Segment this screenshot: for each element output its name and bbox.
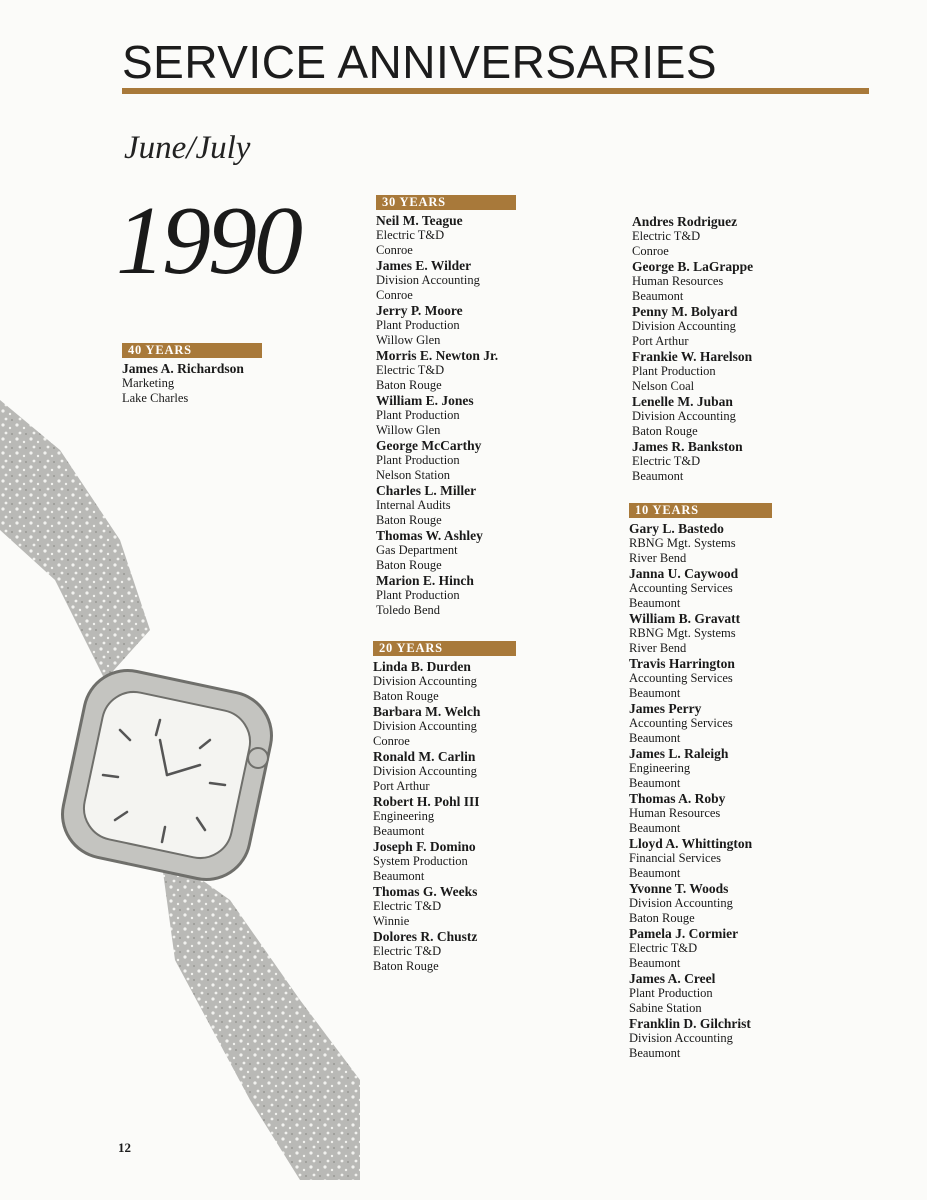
- employee-location: Winnie: [373, 914, 410, 928]
- employee-entry: [629, 746, 772, 791]
- employee-department: RBNG Mgt. Systems: [629, 626, 736, 640]
- employee-entry: [376, 393, 516, 438]
- employee-location: Nelson Station: [376, 468, 450, 482]
- employee-location: Beaumont: [373, 824, 425, 838]
- wristwatch-illustration: [0, 380, 360, 1180]
- employee-name: Charles L. Miller: [376, 483, 477, 498]
- employee-location: Baton Rouge: [373, 959, 439, 973]
- employee-name: Marion E. Hinch: [376, 573, 474, 588]
- employee-department: Accounting Services: [629, 581, 733, 595]
- group-header: 10 YEARS: [629, 503, 772, 518]
- employee-department: Plant Production: [376, 408, 460, 422]
- employee-department: Marketing: [122, 376, 175, 390]
- employee-location: Willow Glen: [376, 333, 441, 347]
- employee-department: Human Resources: [629, 806, 721, 820]
- employee-entry: [376, 303, 516, 348]
- issue-months: June/July: [124, 130, 251, 166]
- employee-location: Baton Rouge: [376, 513, 442, 527]
- employee-entry: [376, 348, 516, 393]
- employee-name: Travis Harrington: [629, 656, 735, 671]
- employee-name: Lloyd A. Whittington: [629, 836, 753, 851]
- employee-department: Plant Production: [376, 318, 460, 332]
- employee-entry: [629, 1016, 772, 1061]
- group-30-years: [376, 195, 516, 618]
- employee-entry: [632, 394, 772, 439]
- employee-name: Jerry P. Moore: [376, 303, 463, 318]
- employee-name: Janna U. Caywood: [629, 566, 739, 581]
- employee-name: Penny M. Bolyard: [632, 304, 738, 319]
- group-header: 20 YEARS: [373, 641, 516, 656]
- employee-location: Baton Rouge: [376, 378, 442, 392]
- employee-department: Division Accounting: [373, 674, 477, 688]
- employee-department: Accounting Services: [629, 716, 733, 730]
- employee-department: Engineering: [373, 809, 435, 823]
- employee-department: Financial Services: [629, 851, 721, 865]
- employee-entry: [632, 259, 772, 304]
- employee-department: Division Accounting: [632, 409, 736, 423]
- employee-department: Plant Production: [632, 364, 716, 378]
- employee-name: Thomas W. Ashley: [376, 528, 483, 543]
- employee-name: Ronald M. Carlin: [373, 749, 476, 764]
- group-header: 30 YEARS: [376, 195, 516, 210]
- group-40-years: [122, 343, 262, 406]
- employee-department: Division Accounting: [373, 764, 477, 778]
- employee-entry: [373, 659, 516, 704]
- employee-entry: [629, 656, 772, 701]
- employee-entry: [376, 483, 516, 528]
- employee-location: River Bend: [629, 641, 687, 655]
- employee-name: Yvonne T. Woods: [629, 881, 729, 896]
- employee-department: Electric T&D: [376, 228, 445, 242]
- employee-location: Conroe: [376, 243, 413, 257]
- employee-entry: [373, 929, 516, 974]
- employee-location: Conroe: [373, 734, 410, 748]
- employee-department: Division Accounting: [376, 273, 480, 287]
- employee-name: William E. Jones: [376, 393, 474, 408]
- group-20-years: [373, 641, 516, 974]
- employee-entry: [376, 528, 516, 573]
- employee-department: Electric T&D: [632, 229, 701, 243]
- employee-entry: [629, 701, 772, 746]
- employee-name: George B. LaGrappe: [632, 259, 754, 274]
- employee-name: Dolores R. Chustz: [373, 929, 478, 944]
- employee-location: Baton Rouge: [376, 558, 442, 572]
- employee-department: Division Accounting: [629, 1031, 733, 1045]
- employee-entry: [629, 521, 772, 566]
- group-10-years: [629, 503, 772, 1061]
- employee-department: System Production: [373, 854, 468, 868]
- employee-name: Pamela J. Cormier: [629, 926, 739, 941]
- employee-entry: [373, 794, 516, 839]
- employee-department: Plant Production: [629, 986, 713, 1000]
- employee-department: Electric T&D: [376, 363, 445, 377]
- employee-entry: [632, 214, 772, 259]
- employee-entry: [632, 304, 772, 349]
- employee-entry: [373, 749, 516, 794]
- employee-location: Baton Rouge: [632, 424, 698, 438]
- employee-entry: [629, 611, 772, 656]
- employee-location: Port Arthur: [373, 779, 430, 793]
- employee-location: Beaumont: [629, 776, 681, 790]
- employee-name: Franklin D. Gilchrist: [629, 1016, 751, 1031]
- employee-entry: [629, 881, 772, 926]
- employee-entry: [376, 573, 516, 618]
- employee-department: Electric T&D: [373, 899, 442, 913]
- group-30-years-continued: [632, 214, 772, 484]
- employee-entry: [629, 971, 772, 1016]
- employee-name: James L. Raleigh: [629, 746, 729, 761]
- employee-name: Robert H. Pohl III: [373, 794, 480, 809]
- employee-name: Morris E. Newton Jr.: [376, 348, 499, 363]
- employee-location: Beaumont: [373, 869, 425, 883]
- page-number: 12: [118, 1140, 131, 1155]
- employee-department: RBNG Mgt. Systems: [629, 536, 736, 550]
- employee-name: Thomas G. Weeks: [373, 884, 478, 899]
- employee-name: Frankie W. Harelson: [632, 349, 753, 364]
- employee-location: Lake Charles: [122, 391, 189, 405]
- employee-name: Linda B. Durden: [373, 659, 471, 674]
- employee-entry: [373, 704, 516, 749]
- employee-department: Engineering: [629, 761, 691, 775]
- employee-location: Port Arthur: [632, 334, 689, 348]
- group-header: 40 YEARS: [122, 343, 262, 358]
- employee-location: Sabine Station: [629, 1001, 702, 1015]
- employee-department: Gas Department: [376, 543, 458, 557]
- employee-entry: [376, 438, 516, 483]
- employee-name: Gary L. Bastedo: [629, 521, 724, 536]
- employee-entry: [629, 791, 772, 836]
- employee-entry: [122, 361, 262, 406]
- employee-department: Plant Production: [376, 453, 460, 467]
- employee-department: Accounting Services: [629, 671, 733, 685]
- employee-location: Baton Rouge: [373, 689, 439, 703]
- employee-department: Electric T&D: [373, 944, 442, 958]
- employee-name: James A. Creel: [629, 971, 716, 986]
- employee-name: Andres Rodriguez: [632, 214, 738, 229]
- employee-name: Lenelle M. Juban: [632, 394, 733, 409]
- employee-location: Beaumont: [629, 821, 681, 835]
- employee-location: Beaumont: [629, 866, 681, 880]
- employee-location: Beaumont: [629, 1046, 681, 1060]
- employee-location: Nelson Coal: [632, 379, 695, 393]
- employee-entry: [373, 839, 516, 884]
- title-rule: [122, 88, 869, 94]
- employee-location: Willow Glen: [376, 423, 441, 437]
- employee-entry: [373, 884, 516, 929]
- page-title: SERVICE ANNIVERSARIES: [122, 36, 718, 88]
- issue-year: 1990: [116, 187, 300, 295]
- employee-department: Internal Audits: [376, 498, 451, 512]
- employee-entry: [629, 836, 772, 881]
- employee-location: Beaumont: [629, 596, 681, 610]
- employee-name: James E. Wilder: [376, 258, 472, 273]
- employee-location: Beaumont: [629, 956, 681, 970]
- employee-entry: [376, 213, 516, 258]
- employee-location: Conroe: [632, 244, 669, 258]
- employee-entry: [632, 439, 772, 484]
- employee-name: William B. Gravatt: [629, 611, 741, 626]
- employee-department: Division Accounting: [373, 719, 477, 733]
- employee-department: Division Accounting: [632, 319, 736, 333]
- employee-entry: [629, 566, 772, 611]
- employee-name: James A. Richardson: [122, 361, 244, 376]
- employee-department: Electric T&D: [629, 941, 698, 955]
- employee-name: Thomas A. Roby: [629, 791, 726, 806]
- employee-name: James R. Bankston: [632, 439, 743, 454]
- employee-location: Beaumont: [629, 686, 681, 700]
- employee-location: Toledo Bend: [376, 603, 441, 617]
- employee-department: Plant Production: [376, 588, 460, 602]
- employee-department: Division Accounting: [629, 896, 733, 910]
- employee-name: Neil M. Teague: [376, 213, 463, 228]
- employee-location: Beaumont: [632, 289, 684, 303]
- employee-name: George McCarthy: [376, 438, 482, 453]
- employee-location: Beaumont: [632, 469, 684, 483]
- employee-name: Joseph F. Domino: [373, 839, 476, 854]
- employee-location: Baton Rouge: [629, 911, 695, 925]
- employee-entry: [632, 349, 772, 394]
- employee-location: Conroe: [376, 288, 413, 302]
- employee-location: River Bend: [629, 551, 687, 565]
- employee-entry: [629, 926, 772, 971]
- employee-department: Human Resources: [632, 274, 724, 288]
- employee-location: Beaumont: [629, 731, 681, 745]
- employee-entry: [376, 258, 516, 303]
- employee-name: James Perry: [629, 701, 702, 716]
- employee-name: Barbara M. Welch: [373, 704, 481, 719]
- employee-department: Electric T&D: [632, 454, 701, 468]
